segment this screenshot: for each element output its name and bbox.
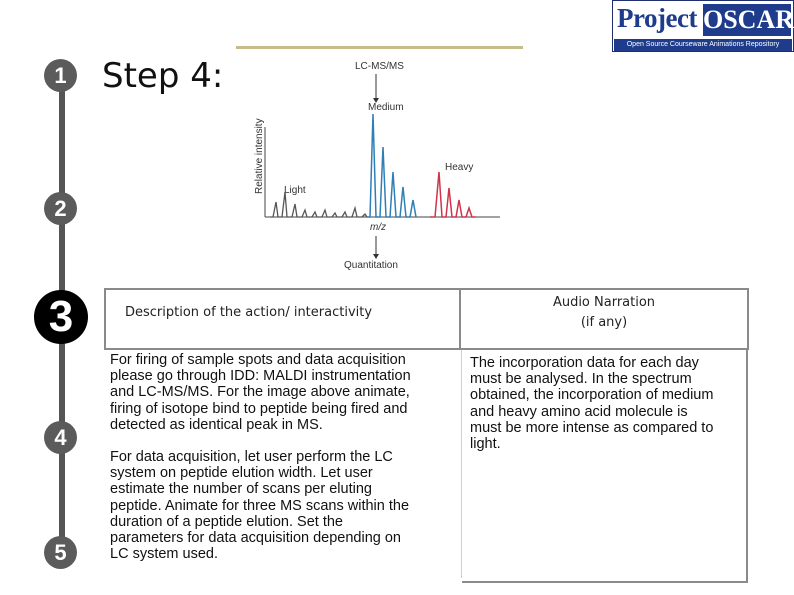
description-line: For data acquisition, let user perform the LC (110, 449, 393, 465)
audio-line: obtained, the incorporation of medium (470, 387, 714, 404)
audio-narration-paragraph (470, 355, 713, 452)
step-5-button[interactable]: 5 (44, 536, 77, 569)
audio-line: must be more intense as compared to (470, 419, 714, 436)
audio-line: The incorporation data for each day (470, 355, 699, 371)
description-line: detected as identical peak in MS. (110, 416, 323, 433)
figure-light-label: Light (284, 185, 306, 196)
figure-x-label: m/z (370, 222, 387, 233)
logo-subtitle: Open Source Courseware Animations Repository (614, 39, 792, 51)
description-paragraph-2 (110, 449, 409, 562)
description-line: estimate the number of scans per eluting (110, 481, 372, 498)
figure-y-label: Relative intensity (254, 118, 265, 194)
logo-word-project: Project (617, 3, 697, 33)
description-paragraph-1 (110, 352, 411, 433)
spectrum-figure (240, 52, 474, 274)
table-column-divider (461, 350, 462, 578)
description-line: LC system used. (110, 546, 218, 563)
description-line: parameters for data acquisition depending on (110, 530, 401, 547)
description-header: Description of the action/ interactivity (125, 305, 373, 320)
step-2-button[interactable]: 2 (44, 192, 77, 225)
figure-top-rule (236, 46, 523, 49)
bottom-arrow-head (373, 254, 379, 259)
description-line: system on peptide elution width. Let user (110, 465, 373, 482)
description-line: peptide. Animate for three MS scans within the (110, 497, 410, 514)
logo-word-oscar: OSCAR (703, 5, 794, 34)
audio-header-line1: Audio Narration (552, 295, 656, 310)
page-title: Step 4: (102, 56, 224, 96)
figure-quantitation-label: Quantitation (344, 260, 398, 271)
audio-header-cell (459, 288, 749, 350)
light-peaks (270, 192, 367, 217)
description-line: For firing of sample spots and data acquisition (110, 352, 406, 368)
figure-medium-label: Medium (368, 102, 404, 113)
audio-line: must be analysed. In the spectrum (470, 371, 692, 388)
audio-line: and heavy amino acid molecule is (470, 403, 688, 420)
table-bottom-border (462, 581, 748, 583)
figure-heavy-label: Heavy (445, 162, 474, 173)
step-1-button[interactable]: 1 (44, 59, 77, 92)
description-line: and LC-MS/MS. For the image above animate, (110, 384, 410, 401)
step-4-button[interactable]: 4 (44, 421, 77, 454)
project-oscar-logo (612, 0, 794, 52)
audio-header-line2: (if any) (580, 315, 628, 330)
step-3-button[interactable]: 3 (34, 290, 88, 344)
medium-peaks (367, 114, 416, 217)
description-line: duration of a peptide elution. Set the (110, 513, 343, 530)
figure-lcmsms-label: LC-MS/MS (355, 61, 404, 72)
description-line: firing of isotope bind to peptide being fired and (110, 400, 408, 417)
table-right-border (746, 350, 748, 583)
heavy-peaks (430, 172, 476, 217)
description-line: please go through IDD: MALDI instrumentation (110, 368, 411, 385)
audio-line: light. (470, 436, 501, 453)
description-header-cell (104, 288, 459, 350)
